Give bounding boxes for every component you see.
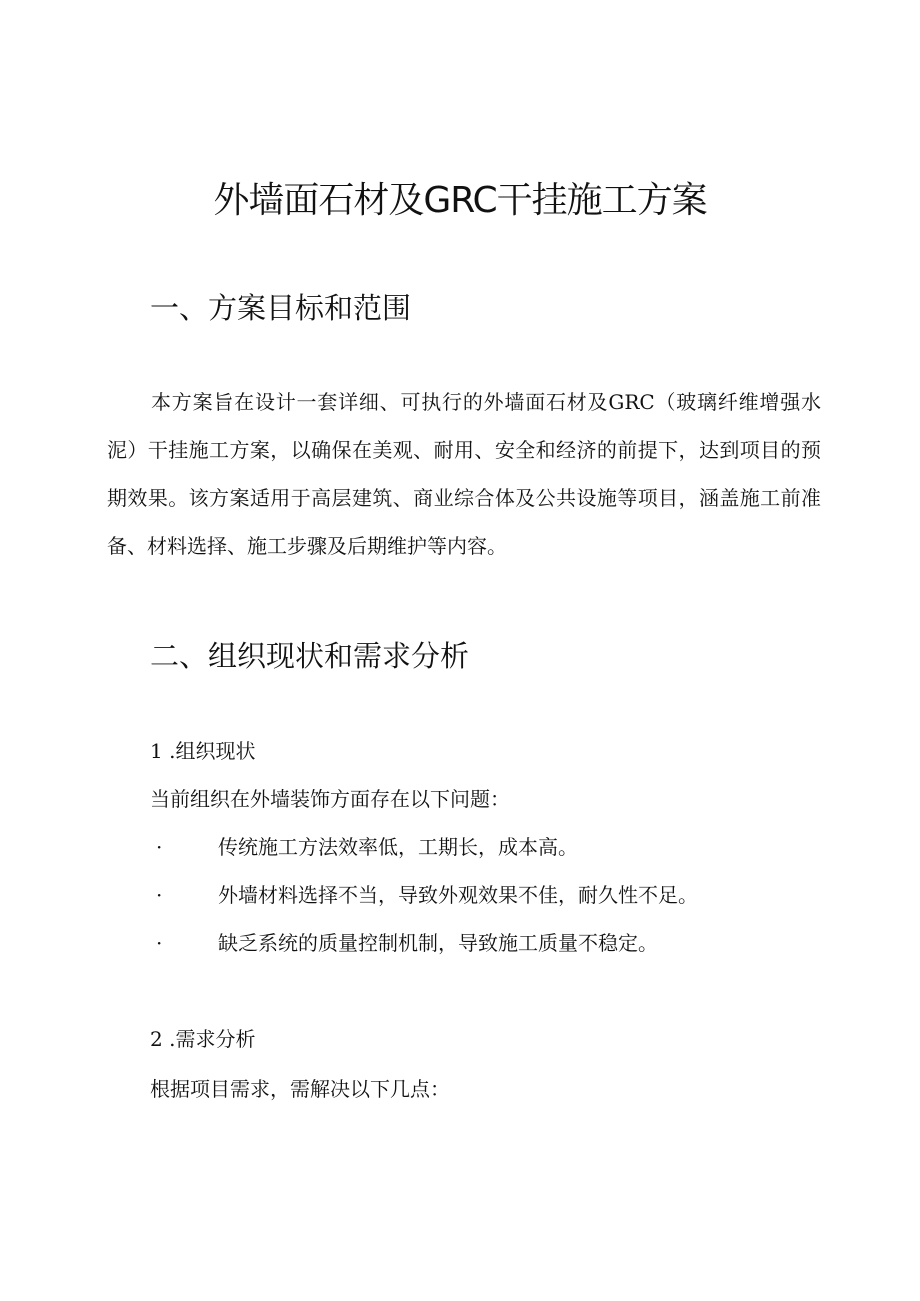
list-item-text: 缺乏系统的质量控制机制，导致施工质量不稳定。 [218,931,658,955]
list-item-text: 传统施工方法效率低，工期长，成本高。 [218,835,578,859]
subsection-title-needs: 2 .需求分析 [150,1027,256,1051]
subsection-title-status: 1 .组织现状 [150,739,256,763]
subsection-intro-needs: 根据项目需求，需解决以下几点： [150,1077,450,1101]
section-paragraph-goals-scope: 本方案旨在设计一套详细、可执行的外墙面石材及GRC（玻璃纤维增强水泥）干挂施工方案，以确保在美观、耐用、安全和经济的前提下，达到项目的预期效果。该方案适用于高层建筑、商业综合体及公共设施等项目，涵盖施工前准备、材料选择、施工步骤及后期维护等内容。 [107,390,821,558]
document-title: 外墙面石材及GRC干挂施工方案 [213,180,707,221]
list-item [150,832,850,862]
bullet-icon: · [156,931,163,955]
bullet-icon: · [156,835,163,859]
bullet-icon: · [156,883,163,907]
list-item [150,880,850,910]
subsection-intro-status: 当前组织在外墙装饰方面存在以下问题： [150,787,510,811]
section-heading-status-needs: 二、组织现状和需求分析 [150,639,470,673]
section-heading-goals-scope: 一、方案目标和范围 [150,291,412,325]
list-item-text: 外墙材料选择不当，导致外观效果不佳，耐久性不足。 [218,883,698,907]
list-item [150,928,850,958]
